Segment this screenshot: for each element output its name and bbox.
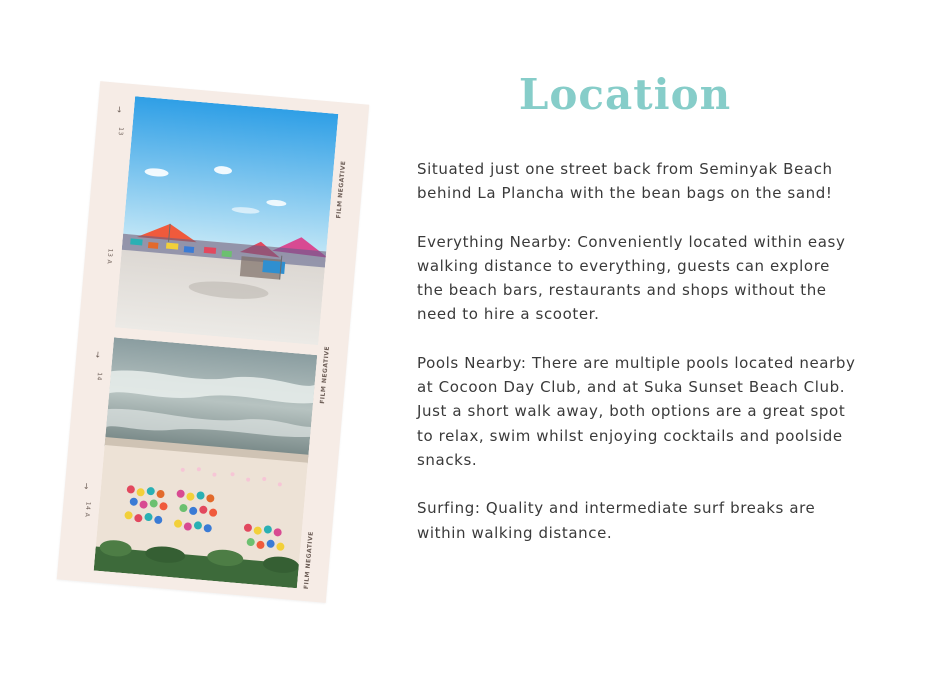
location-description	[417, 157, 897, 569]
page-title: Location	[518, 70, 732, 119]
everything-nearby-paragraph: Everything Nearby: Conveniently located within easy walking distance to everything, guests can explore the beach bars, restaurants and shops without the need to hire a scooter.	[417, 232, 846, 324]
film-brand-label: FILM NEGATIVE	[319, 345, 332, 405]
arrow-icon: →	[93, 350, 103, 359]
film-brand-label: FILM NEGATIVE	[335, 160, 348, 219]
film-strip	[57, 81, 370, 603]
beach-umbrellas-photo	[115, 96, 338, 345]
arrow-icon: →	[81, 482, 92, 490]
frame-number: 14 A	[83, 501, 92, 518]
intro-paragraph: Situated just one street back from Seminyak Beach behind La Plancha with the bean bags on the sand!	[417, 160, 833, 203]
arrow-icon: →	[114, 105, 125, 114]
film-brand-label: FILM NEGATIVE	[302, 530, 315, 590]
pools-nearby-paragraph: Pools Nearby: There are multiple pools located nearby at Cocoon Day Club, and at Suka Sunset Beach Club. Just a short walk away, both options are a great spot to relax, swim whilst enjoying cocktails and poolside snacks.	[417, 353, 856, 469]
surfing-paragraph: Surfing: Quality and intermediate surf breaks are within walking distance.	[417, 499, 816, 542]
frame-number: 13	[116, 126, 125, 137]
frame-number: 13 A	[105, 248, 114, 265]
aerial-beach-photo	[94, 337, 318, 588]
frame-number: 14	[95, 371, 103, 382]
